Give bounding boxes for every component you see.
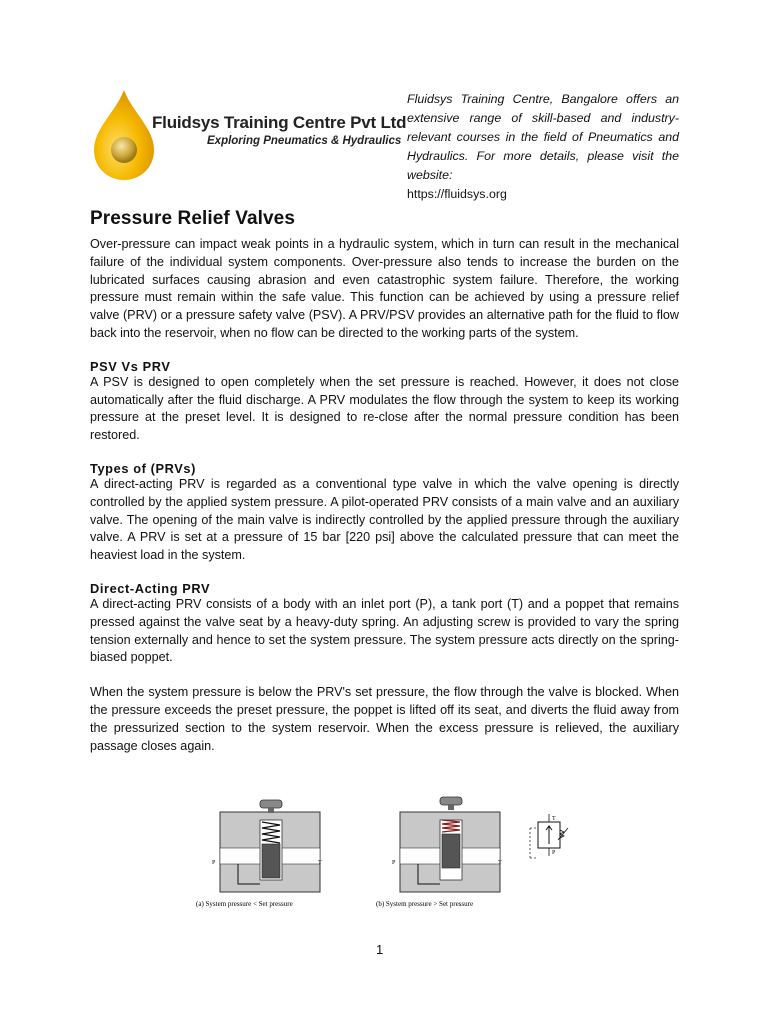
company-name: Fluidsys Training Centre Pvt Ltd <box>152 113 407 132</box>
diagram-b <box>376 797 502 908</box>
section-paragraph: When the system pressure is below the PRV's set pressure, the flow through the valve is blocked. When the pressure exceeds the preset pressure, the poppet is lifted off its seat, and diverts the fluid away from the pressurized section to the system reservoir. When the excess pressure is relieved, the auxiliary passage closes again. <box>90 685 679 753</box>
symbol-t-label: T <box>552 816 556 822</box>
symbol-p-label: P <box>552 850 556 856</box>
section-paragraph: A direct-acting PRV consists of a body with an inlet port (P), a tank port (T) and a poppet that remains pressed against the valve seat by a heavy-duty spring. An adjusting screw is provided to vary the spring tension externally and hence to set the system pressure. The system pressure acts directly on the spring-biased poppet. <box>90 596 679 665</box>
port-t-label: T <box>498 860 502 866</box>
diagram-a <box>196 800 322 908</box>
intro-block <box>407 90 679 204</box>
intro-paragraph: Over-pressure can impact weak points in a hydraulic system, which in turn can result in the mechanical failure of the individual system components. Over-pressure also tends to increase the burden on the lubricated surfaces causing abrasion and even catastrophic system failure. Therefore, the working pressure must remain within the safe value. This function can be achieved by using a pressure relief valve (PRV) or a pressure safety valve (PSV). A PRV/PSV provides an alternative path for the fluid to flow back into the reservoir, when no flow can be directed to the working parts of the system. <box>90 237 679 340</box>
section-heading-psv-vs-prv: PSV Vs PRV <box>90 358 171 374</box>
prv-symbol <box>530 814 568 858</box>
main-content <box>90 208 679 755</box>
section-paragraph: A PSV is designed to open completely when the set pressure is reached. However, it does not close automatically after the fluid discharge. A PRV modulates the flow through the system to keep its working pressure at the preset level. It is designed to re-close after the normal pressure condition has been restored. <box>90 374 679 443</box>
prv-diagrams <box>190 792 590 912</box>
port-t-label: T <box>318 860 322 866</box>
page-number: 1 <box>376 942 384 957</box>
section-paragraph: A direct-acting PRV is regarded as a conventional type valve in which the valve opening is directly controlled by the applied system pressure. A pilot-operated PRV consists of a main valve and an auxiliary valve. The opening of the main valve is indirectly controlled by the applied pressure through the auxiliary valve. A PRV is set at a pressure of 15 bar [220 psi] above the calculated pressure that can meet the heaviest load in the system. <box>90 476 679 563</box>
caption-a: (a) System pressure < Set pressure <box>196 900 293 908</box>
section-heading-types: Types of (PRVs) <box>90 460 196 476</box>
port-p-label: P <box>212 860 216 866</box>
page-title: Pressure Relief Valves <box>90 208 296 229</box>
caption-b: (b) System pressure > Set pressure <box>376 900 474 908</box>
port-p-label: P <box>392 860 396 866</box>
website-link[interactable]: https://fluidsys.org <box>407 187 507 201</box>
intro-text: Fluidsys Training Centre, Bangalore offers an extensive range of skill-based and industry-relevant courses in the field of Pneumatics and Hydraulics. For more details, please visit the website: <box>407 92 679 182</box>
section-heading-direct-acting: Direct-Acting PRV <box>90 580 211 596</box>
company-tagline: Exploring Pneumatics & Hydraulics <box>207 135 402 147</box>
